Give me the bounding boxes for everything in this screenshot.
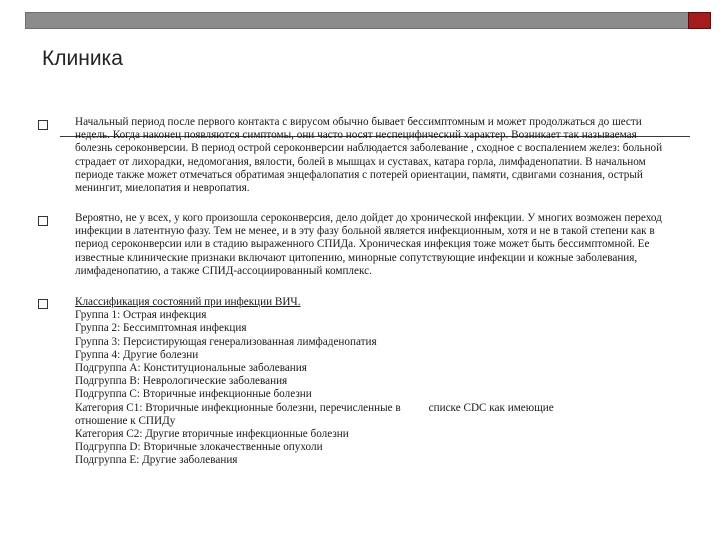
classification-heading: Классификация состояний при инфекции ВИЧ. [75, 296, 301, 308]
classification-line: Подгруппа А: Конституциональные заболевания [75, 362, 307, 375]
classification-line-c1 [75, 402, 675, 415]
classification-line: Категория С2: Другие вторичные инфекционные болезни [75, 428, 349, 441]
bullet-square-icon [38, 120, 48, 130]
header-accent-square [688, 12, 711, 29]
bullet-text-initial-period [75, 116, 675, 195]
classification-line: Группа 3: Персистирующая генерализованная лимфаденопатия [75, 335, 377, 348]
bullet-square-icon [38, 299, 48, 309]
bullet-text-chronic-infection [75, 212, 675, 278]
classification-line: Группа 1: Острая инфекция [75, 309, 207, 322]
classification-line: отношение к СПИДу [75, 414, 176, 427]
classification-line: Подгруппа Е: Другие заболевания [75, 454, 238, 467]
header-band [25, 12, 711, 29]
classification-line: Подгруппа D: Вторичные злокачественные опухоли [75, 441, 323, 454]
classification-line: Подгруппа В: Неврологические заболевания [75, 375, 288, 388]
paragraph: Начальный период после первого контакта с вирусом обычно бывает бессимптомным и может продолжаться до шести недель. Когда наконец появляются симптомы, они часто носят неспецифический характер. Возникает так называемая болезнь сероконверсии. В период острой сероконверсии наблюдается заболевание , сходное с воспалением желез: больной страдает от лихорадки, недомогания, вялости, болей в мышцах и суставах, катара горла, лимфаденопатии. В начальном периоде также может отмечаться обратимая энцефалопатия с потерей ориентации, памяти, сдвигами сознания, острый менингит, миелопатия и невропатия. [75, 116, 663, 195]
classification-line: Группа 2: Бессимптомная инфекция [75, 322, 247, 335]
paragraph: Вероятно, не у всех, у кого произошла сероконверсия, дело дойдет до хронической инфекции. У многих возможен переход инфекции в латентную фазу. Тем не менее, и в эту фазу больной является инфекционным, хотя и не в такой степени как в период сероконверсии или в стадию выраженного СПИДа. Хроническая инфекция тоже может быть бессимптомной. Ее известные клинические признаки включают цитопению, минорные сопутствующие инфекции и кожные заболевания, лимфаденопатию, а также СПИД-ассоциированный комплекс. [75, 212, 662, 277]
classification-line: Подгруппа С: Вторичные инфекционные болезни [75, 388, 312, 401]
classification-line: Группа 4: Другие болезни [75, 348, 199, 361]
c1-part1: Категория С1: Вторичные инфекционные болезни, перечисленные в [75, 401, 401, 414]
bullet-classification [75, 296, 675, 468]
bullet-square-icon [38, 216, 48, 226]
c1-part2: списке CDC как имеющие [428, 401, 554, 414]
slide-title: Клиника [42, 47, 123, 70]
